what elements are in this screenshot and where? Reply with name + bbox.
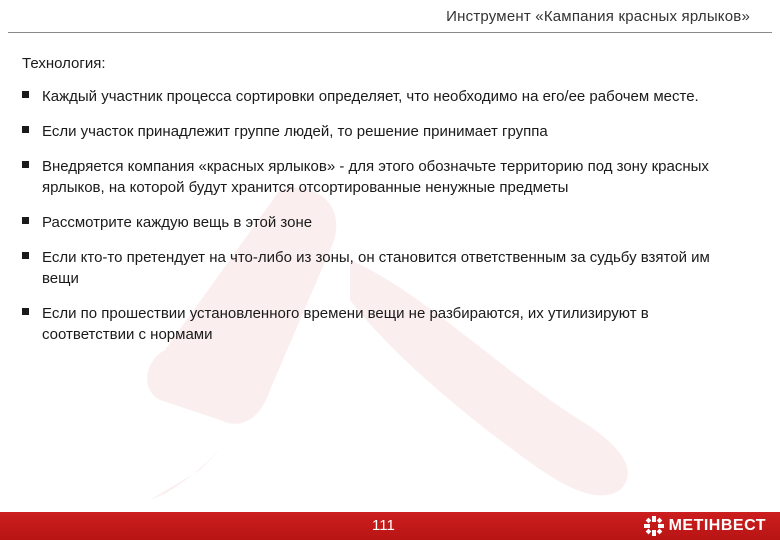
bullet-item (22, 303, 722, 345)
bullet-item (22, 212, 722, 233)
bullet-text: Если кто-то претендует на что-либо из зоны, он становится ответственным за судьбу взятой им вещи (42, 249, 710, 287)
logo-text: МЕТІНВЕСТ (668, 517, 766, 534)
square-bullet-icon (22, 252, 29, 259)
square-bullet-icon (22, 161, 29, 168)
bullet-text: Каждый участник процесса сортировки определяет, что необходимо на его/ее рабочем месте. (42, 88, 699, 105)
bullet-item (22, 247, 722, 289)
square-bullet-icon (22, 126, 29, 133)
bullet-text: Рассмотрите каждую вещь в этой зоне (42, 214, 313, 231)
square-bullet-icon (22, 308, 29, 315)
bullet-item (22, 156, 722, 198)
square-bullet-icon (22, 217, 29, 224)
footer-bar (0, 512, 780, 540)
bullet-item (22, 86, 722, 107)
square-bullet-icon (22, 91, 29, 98)
metinvest-logo-icon (644, 516, 664, 536)
bullet-item (22, 121, 722, 142)
bullet-list (22, 86, 722, 359)
section-heading: Технология: (22, 55, 106, 72)
bullet-text: Внедряется компания «красных ярлыков» - для этого обозначьте территорию под зону красных ярлыков, на которой будут хранится отсортированные ненужные предметы (42, 158, 709, 196)
slide-header-title: Инструмент «Кампания красных ярлыков» (446, 8, 750, 25)
header-divider (8, 32, 772, 33)
bullet-text: Если участок принадлежит группе людей, то решение принимает группа (42, 123, 548, 140)
company-logo (644, 515, 766, 537)
bullet-text: Если по прошествии установленного времени вещи не разбираются, их утилизируют в соответствии с нормами (42, 305, 649, 343)
page-number: 111 (372, 517, 395, 534)
